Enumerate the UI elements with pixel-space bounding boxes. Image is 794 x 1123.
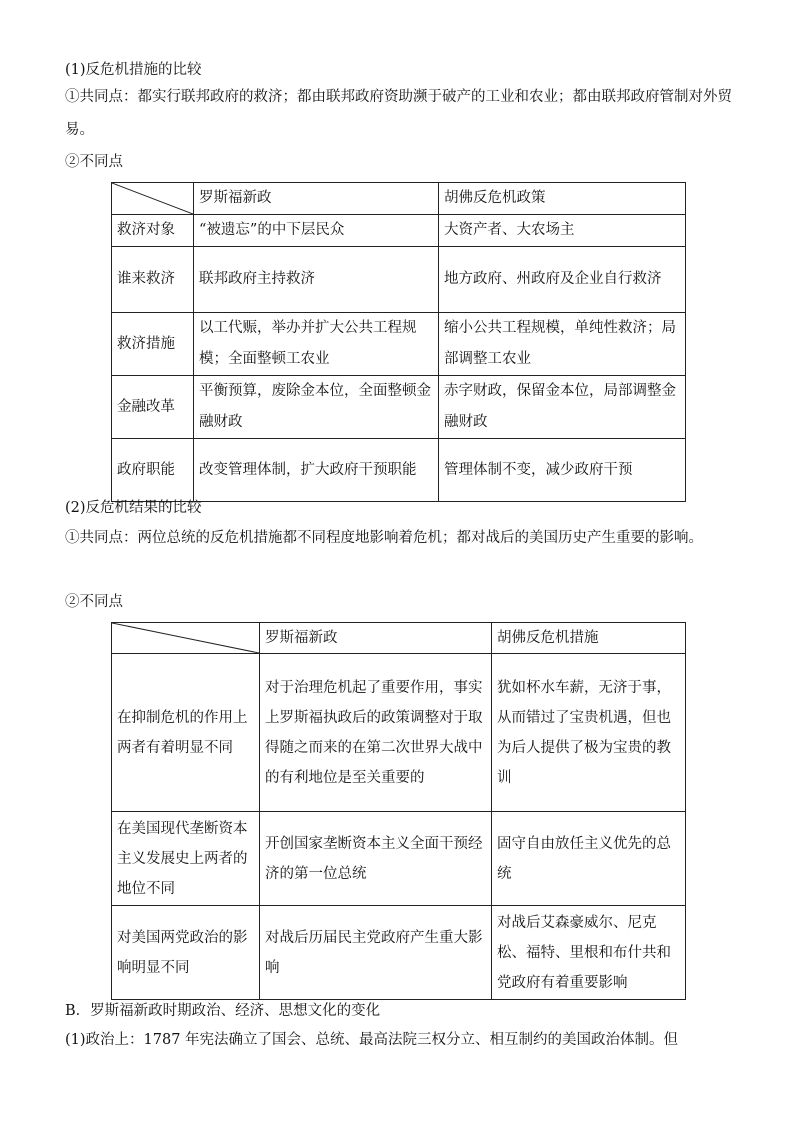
table-cell: 犹如杯水车薪，无济于事，从而错过了宝贵机遇，但也为后人提供了极为宝贵的教训 [492, 654, 686, 812]
table-cell: 管理体制不变，减少政府干预 [439, 439, 686, 502]
diagonal-header-cell [112, 623, 260, 654]
table-row [112, 439, 686, 502]
row-label: 金融改革 [112, 376, 194, 439]
common-points-2: ①共同点：两位总统的反危机措施都不同程度地影响着危机；都对战后的美国历史产生重要的影响。 [65, 530, 703, 546]
result-comparison-table [111, 622, 686, 1000]
column-header: 罗斯福新政 [260, 623, 492, 654]
table-row [112, 812, 686, 906]
column-header: 胡佛反危机政策 [439, 183, 686, 215]
column-header: 胡佛反危机措施 [492, 623, 686, 654]
table-cell: 平衡预算，废除金本位，全面整顿金融财政 [194, 376, 439, 439]
table-cell: 以工代赈，举办并扩大公共工程规模；全面整顿工农业 [194, 313, 439, 376]
section-heading-b: B．罗斯福新政时期政治、经济、思想文化的变化 [65, 1003, 381, 1019]
difference-label-2: ②不同点 [65, 594, 123, 610]
row-label: 在抑制危机的作用上两者有着明显不同 [112, 654, 260, 812]
table-cell: 缩小公共工程规模，单纯性救济；局部调整工农业 [439, 313, 686, 376]
table-cell: 联邦政府主持救济 [194, 247, 439, 313]
table-row [112, 906, 686, 1000]
table-cell: 对于治理危机起了重要作用，事实上罗斯福执政后的政策调整对于取得随之而来的在第二次世界大战中的有利地位是至关重要的 [260, 654, 492, 812]
difference-label-1: ②不同点 [65, 154, 123, 170]
table-cell: “被遗忘”的中下层民众 [194, 215, 439, 247]
row-label: 救济对象 [112, 215, 194, 247]
row-label: 谁来救济 [112, 247, 194, 313]
table-cell: 固守自由放任主义优先的总统 [492, 812, 686, 906]
section-heading-2: (2)反危机结果的比较 [65, 500, 202, 516]
table-cell: 对战后历届民主党政府产生重大影响 [260, 906, 492, 1000]
column-header: 罗斯福新政 [194, 183, 439, 215]
row-label: 对美国两党政治的影响明显不同 [112, 906, 260, 1000]
row-label: 救济措施 [112, 313, 194, 376]
row-label: 政府职能 [112, 439, 194, 502]
table-cell: 赤字财政，保留金本位，局部调整金融财政 [439, 376, 686, 439]
table-cell: 改变管理体制，扩大政府干预职能 [194, 439, 439, 502]
table-row [112, 247, 686, 313]
politics-paragraph: (1)政治上：1787 年宪法确立了国会、总统、最高法院三权分立、相互制约的美国政治体制。但 [65, 1032, 679, 1048]
diagonal-header-cell [112, 183, 194, 215]
table-cell: 开创国家垄断资本主义全面干预经济的第一位总统 [260, 812, 492, 906]
row-label: 在美国现代垄断资本主义发展史上两者的地位不同 [112, 812, 260, 906]
table-cell: 大资产者、大农场主 [439, 215, 686, 247]
table-row [112, 376, 686, 439]
table-row [112, 215, 686, 247]
table-row [112, 313, 686, 376]
section-heading-1: (1)反危机措施的比较 [65, 62, 202, 78]
table-row [112, 654, 686, 812]
policy-comparison-table [111, 182, 686, 502]
table-cell: 对战后艾森豪威尔、尼克松、福特、里根和布什共和党政府有着重要影响 [492, 906, 686, 1000]
common-points-1: ①共同点：都实行联邦政府的救济；都由联邦政府资助濒于破产的工业和农业；都由联邦政府管制对外贸易。 [65, 89, 732, 138]
table-cell: 地方政府、州政府及企业自行救济 [439, 247, 686, 313]
